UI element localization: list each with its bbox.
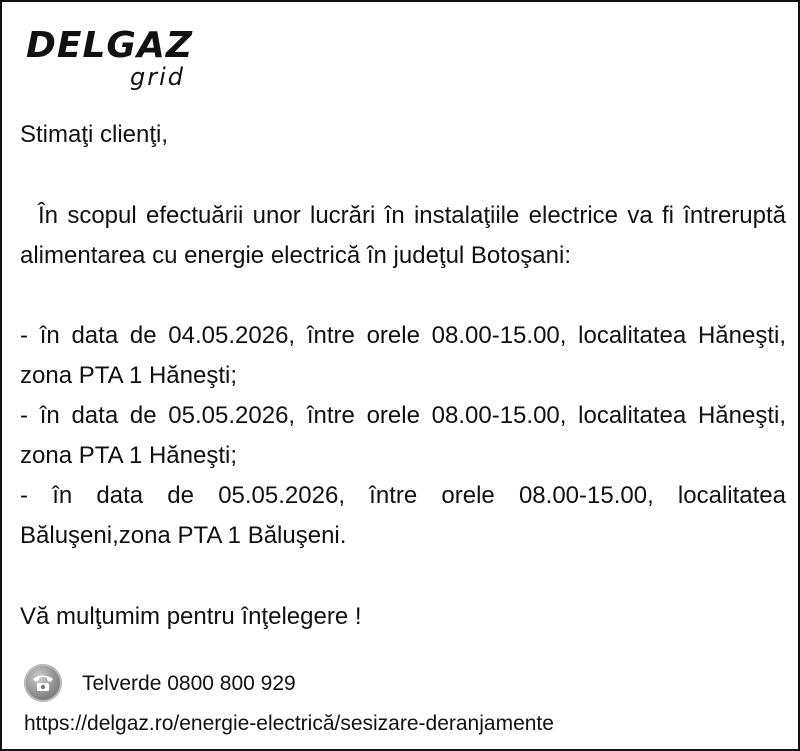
logo-main-text: DELGAZ: [26, 25, 193, 66]
interruption-item: - în data de 05.05.2026, între orele 08.00-15.00, localitatea Hăneşti, zona PTA 1 Hăneşti;: [20, 402, 786, 469]
report-url-link[interactable]: https://delgaz.ro/energie-electrică/sesizare-deranjamente: [24, 712, 554, 735]
phone-number-text: Telverde 0800 800 929: [82, 672, 296, 695]
greeting: Stimaţi clienţi,: [20, 121, 169, 148]
interruption-item: - în data de 05.05.2026, între orele 08.00-15.00, localitatea Băluşeni,zona PTA 1 Băluşeni.: [20, 482, 786, 549]
phone-contact: [24, 664, 524, 704]
interruption-list: [20, 316, 786, 556]
logo-sub-text: grid: [130, 63, 186, 91]
delgaz-grid-logo: [26, 24, 201, 96]
interruption-item: - în data de 04.05.2026, între orele 08.00-15.00, localitatea Hăneşti, zona PTA 1 Hăneşti;: [20, 322, 786, 389]
phone-icon: [24, 664, 62, 702]
thanks-message: Vă mulţumim pentru înţelegere !: [20, 603, 362, 630]
intro-paragraph: În scopul efectuării unor lucrări în instalaţiile electrice va fi întreruptă alimentarea cu energie electrică în judeţul Botoşani:: [20, 202, 786, 269]
